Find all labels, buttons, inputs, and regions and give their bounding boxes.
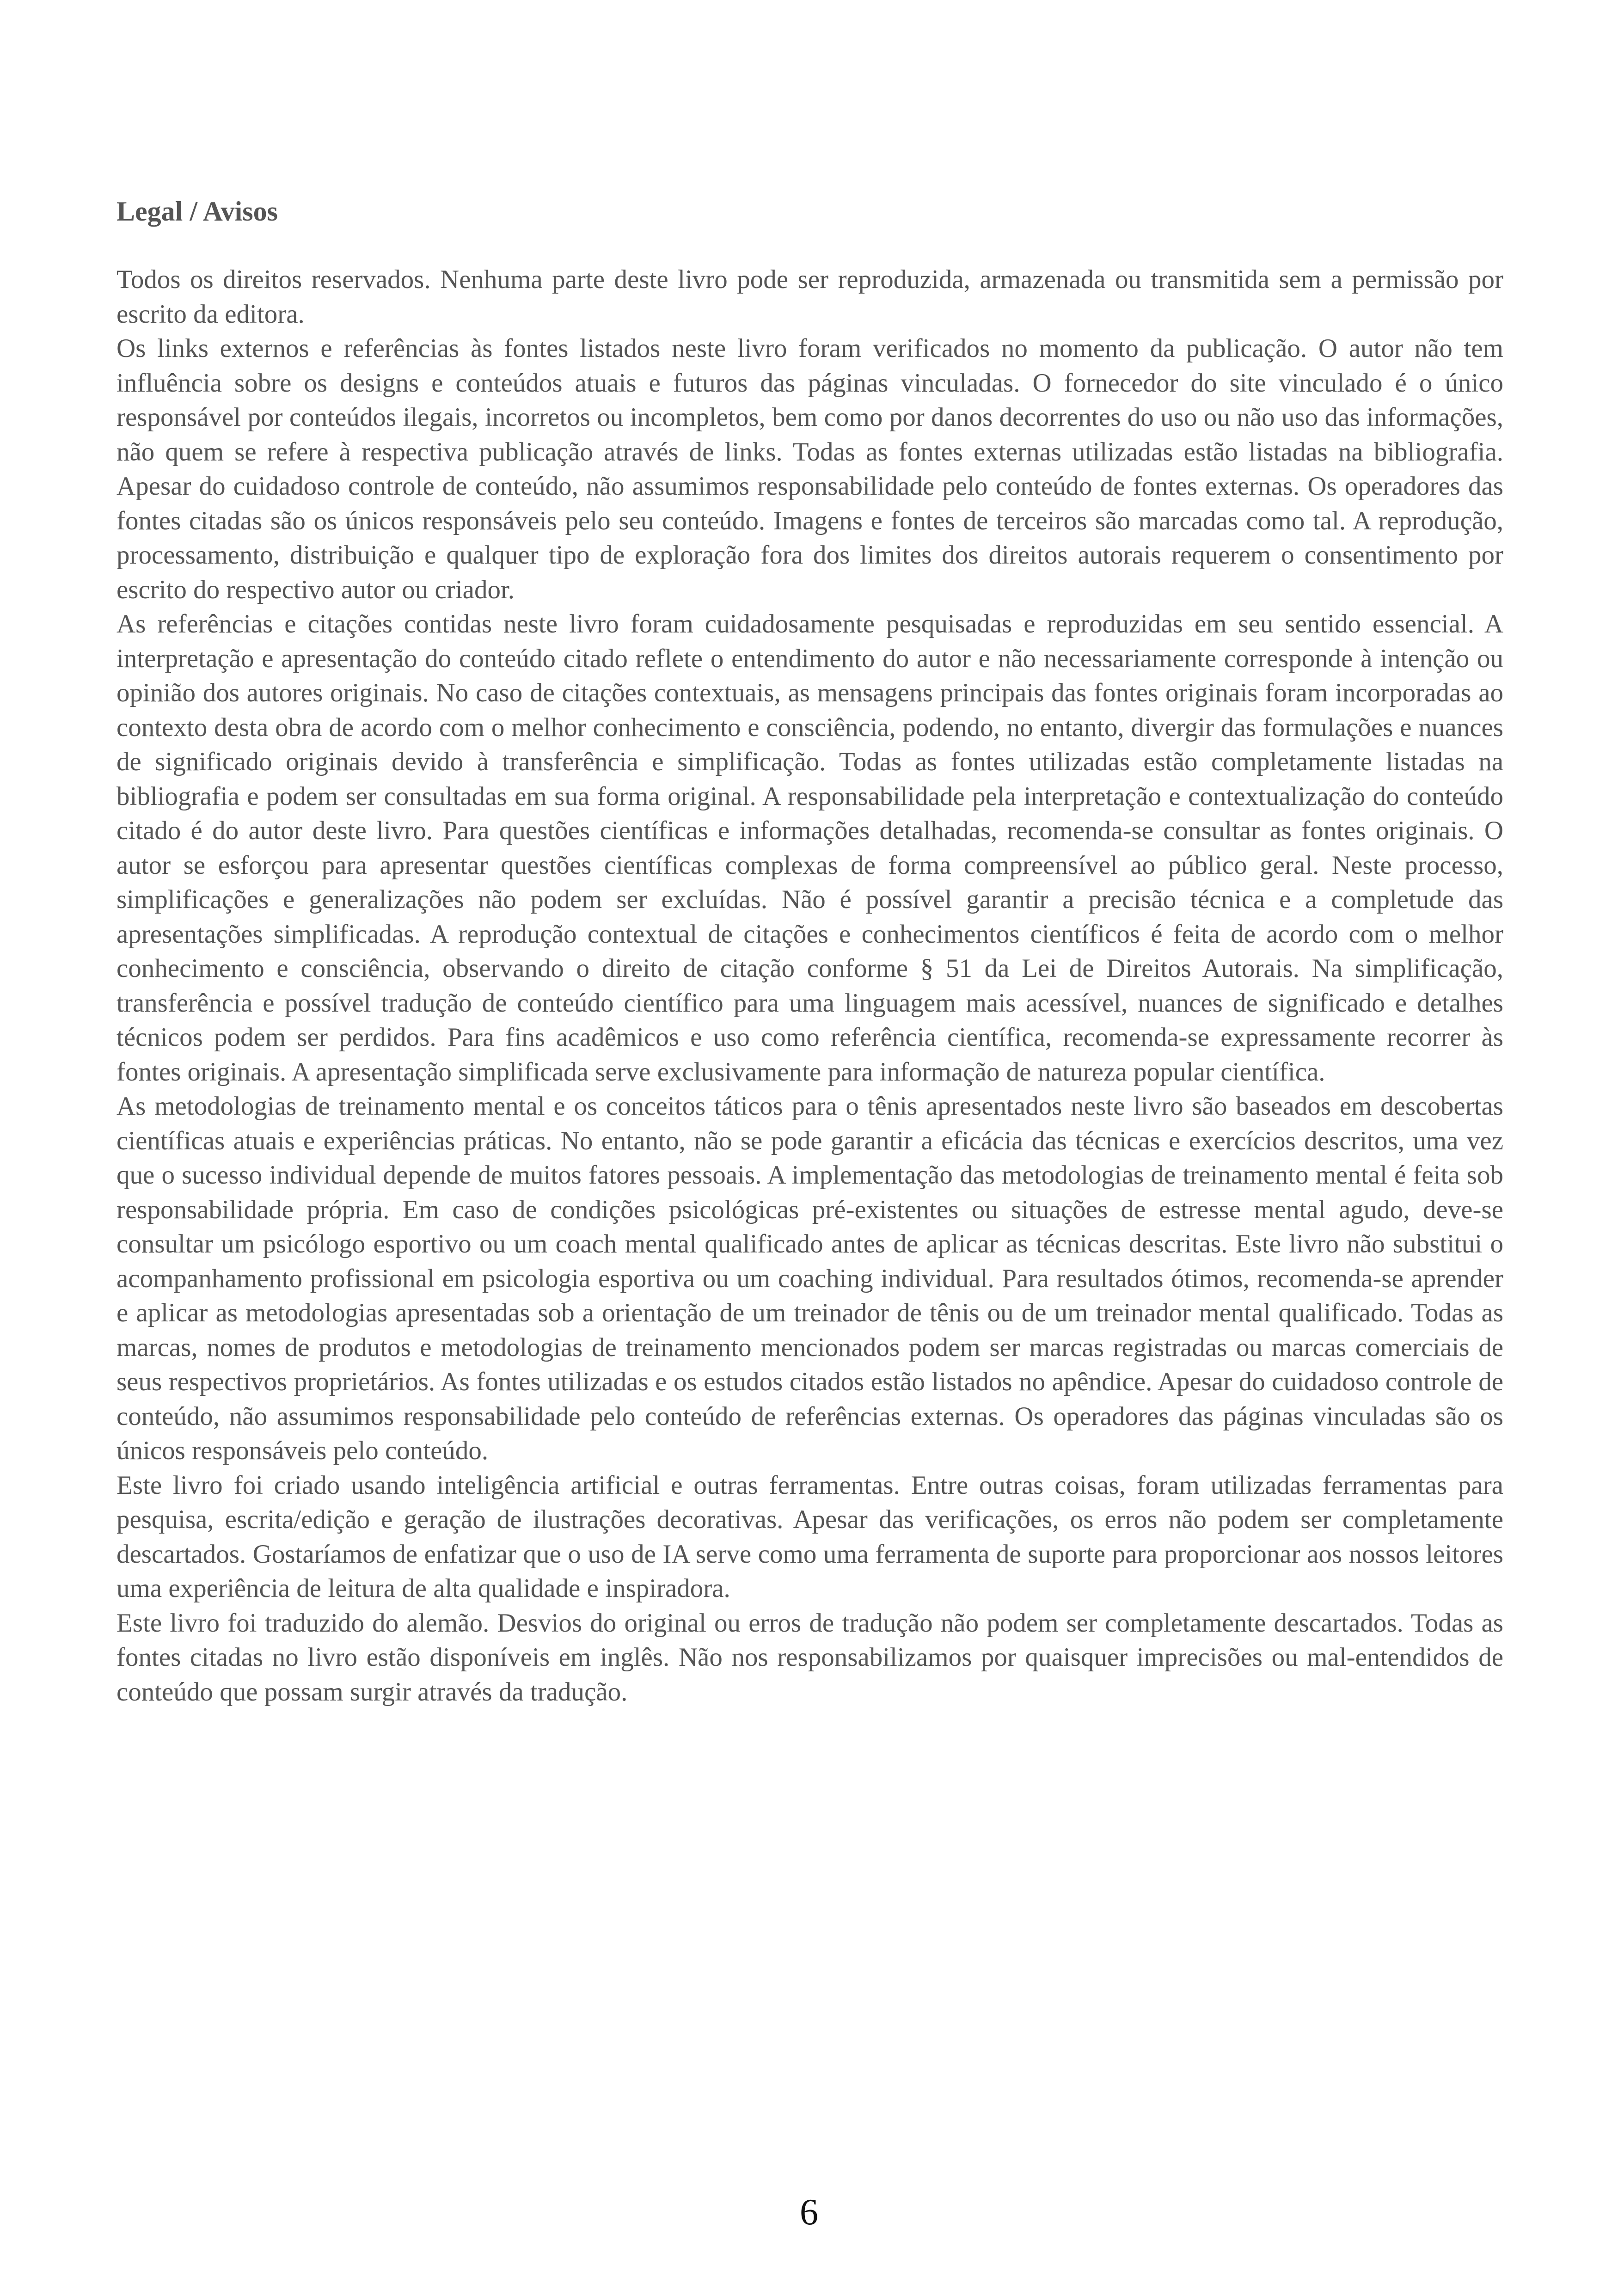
paragraph-ai-usage: Este livro foi criado usando inteligência artificial e outras ferramentas. Entre outras coisas, foram utilizadas ferramentas para pesquisa, escrita/edição e geração de ilustrações decorativas. Apesar das verificações, os erros não podem ser completamente descartados. Gostaríamos de enfatizar que o uso de IA serve como uma ferramenta de suporte para proporcionar aos nossos leitores uma experiência de leitura de alta qualidade e inspiradora. <box>116 1470 1503 1603</box>
legal-notice-page <box>116 194 1503 1709</box>
page-number: 6 <box>800 2192 818 2233</box>
paragraph-external-links: Os links externos e referências às fontes listados neste livro foram verificados no momento da publicação. O autor não tem influência sobre os designs e conteúdos atuais e futuros das páginas vinculadas. O fornecedor do site vinculado é o único responsável por conteúdos ilegais, incorretos ou incompletos, bem como por danos decorrentes do uso ou não uso das informações, não quem se refere à respectiva publicação através de links. Todas as fontes externas utilizadas estão listadas na bibliografia. Apesar do cuidadoso controle de conteúdo, não assumimos responsabilidade pelo conteúdo de fontes externas. Os operadores das fontes citadas são os únicos responsáveis pelo seu conteúdo. Imagens e fontes de terceiros são marcadas como tal. A reprodução, processamento, distribuição e qualquer tipo de exploração fora dos limites dos direitos autorais requerem o consentimento por escrito do respectivo autor ou criador. <box>116 334 1503 604</box>
paragraph-copyright: Todos os direitos reservados. Nenhuma parte deste livro pode ser reproduzida, armazenada ou transmitida sem a permissão por escrito da editora. <box>116 265 1503 329</box>
paragraph-methodology-disclaimer: As metodologias de treinamento mental e os conceitos táticos para o tênis apresentados neste livro são baseados em descobertas científicas atuais e experiências práticas. No entanto, não se pode garantir a eficácia das técnicas e exercícios descritos, uma vez que o sucesso individual depende de muitos fatores pessoais. A implementação das metodologias de treinamento mental é feita sob responsabilidade própria. Em caso de condições psicológicas pré-existentes ou situações de estresse mental agudo, deve-se consultar um psicólogo esportivo ou um coach mental qualificado antes de aplicar as técnicas descritas. Este livro não substitui o acompanhamento profissional em psicologia esportiva ou um coaching individual. Para resultados ótimos, recomenda-se aprender e aplicar as metodologias apresentadas sob a orientação de um treinador de tênis ou de um treinador mental qualificado. Todas as marcas, nomes de produtos e metodologias de treinamento mencionados podem ser marcas registradas ou marcas comerciais de seus respectivos proprietários. As fontes utilizadas e os estudos citados estão listados no apêndice. Apesar do cuidadoso controle de conteúdo, não assumimos responsabilidade pelo conteúdo de referências externas. Os operadores das páginas vinculadas são os únicos responsáveis pelo conteúdo. <box>116 1092 1503 1465</box>
section-heading: Legal / Avisos <box>116 196 278 227</box>
paragraph-translation: Este livro foi traduzido do alemão. Desvios do original ou erros de tradução não podem ser completamente descartados. Todas as fontes citadas no livro estão disponíveis em inglês. Não nos responsabilizamos por quaisquer imprecisões ou mal-entendidos de conteúdo que possam surgir através da tradução. <box>116 1608 1503 1707</box>
paragraph-citations: As referências e citações contidas neste livro foram cuidadosamente pesquisadas e reproduzidas em seu sentido essencial. A interpretação e apresentação do conteúdo citado reflete o entendimento do autor e não necessariamente corresponde à intenção ou opinião dos autores originais. No caso de citações contextuais, as mensagens principais das fontes originais foram incorporadas ao contexto desta obra de acordo com o melhor conhecimento e consciência, podendo, no entanto, divergir das formulações e nuances de significado originais devido à transferência e simplificação. Todas as fontes utilizadas estão completamente listadas na bibliografia e podem ser consultadas em sua forma original. A responsabilidade pela interpretação e contextualização do conteúdo citado é do autor deste livro. Para questões científicas e informações detalhadas, recomenda-se consultar as fontes originais. O autor se esforçou para apresentar questões científicas complexas de forma compreensível ao público geral. Neste processo, simplificações e generalizações não podem ser excluídas. Não é possível garantir a precisão técnica e a completude das apresentações simplificadas. A reprodução contextual de citações e conhecimentos científicos é feita de acordo com o melhor conhecimento e consciência, observando o direito de citação conforme § 51 da Lei de Direitos Autorais. Na simplificação, transferência e possível tradução de conteúdo científico para uma linguagem mais acessível, nuances de significado e detalhes técnicos podem ser perdidos. Para fins acadêmicos e uso como referência científica, recomenda-se expressamente recorrer às fontes originais. A apresentação simplificada serve exclusivamente para informação de natureza popular científica. <box>116 609 1503 1087</box>
